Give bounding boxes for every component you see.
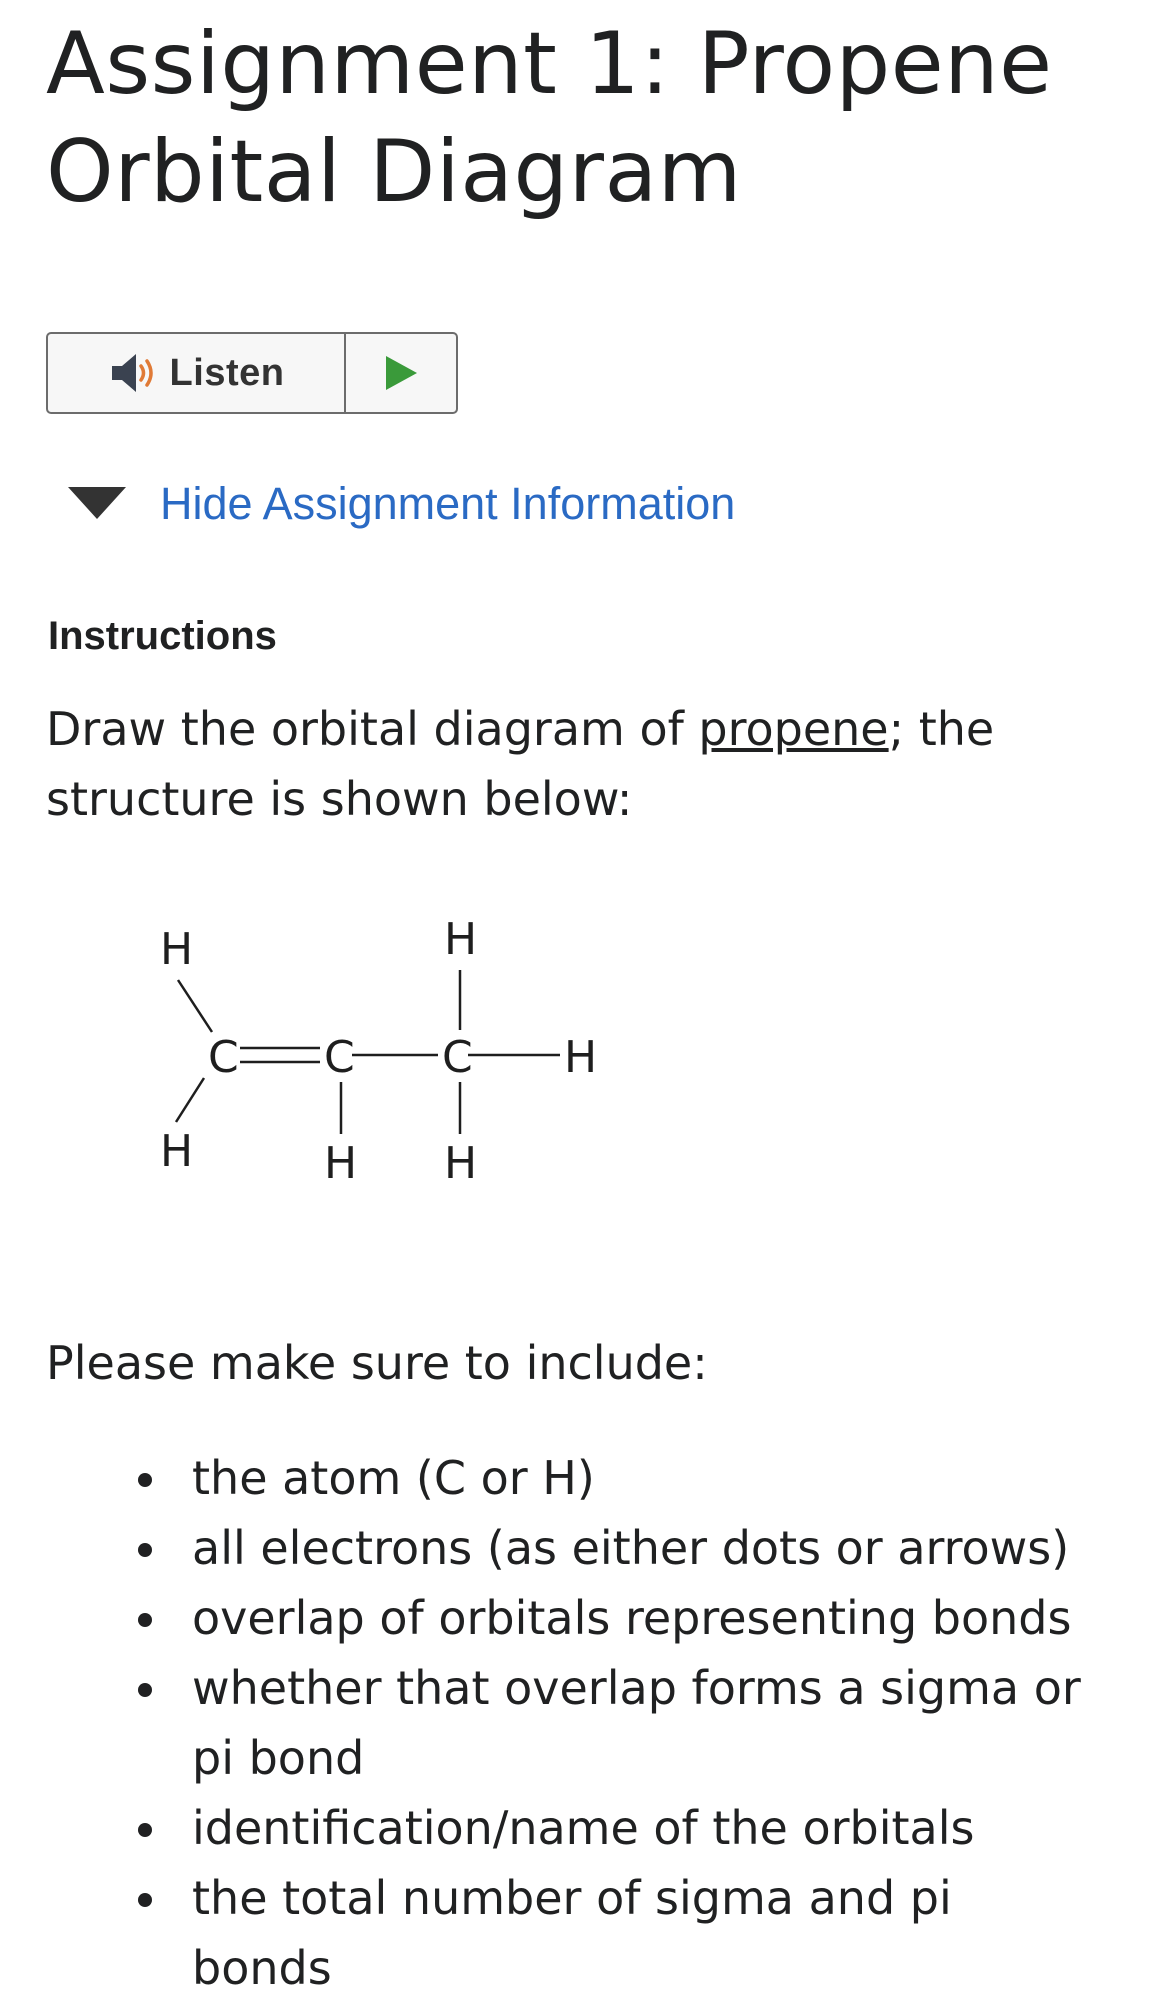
instructions-text: [46, 694, 1106, 834]
requirement-text: the atom (C or H): [192, 1451, 595, 1505]
requirement-text: whether that overlap forms a sigma or pi bond: [192, 1661, 1081, 1785]
instructions-heading: Instructions: [48, 614, 277, 658]
instructions-text-before: Draw the orbital diagram of: [46, 702, 699, 756]
bond-h-c1-bottom: [176, 1078, 204, 1122]
atom-c1: C: [208, 1032, 239, 1083]
atom-h-c3-top: H: [444, 914, 478, 965]
atom-h-c3-right: H: [564, 1032, 598, 1083]
atom-c2: C: [324, 1032, 355, 1083]
bullet-icon: [138, 1823, 152, 1837]
bullet-icon: [138, 1613, 152, 1627]
atom-h-bottom-left: H: [160, 1126, 194, 1177]
list-item: [130, 1793, 1090, 1863]
hide-assignment-info-link[interactable]: Hide Assignment Information: [160, 478, 736, 529]
play-button[interactable]: [346, 334, 456, 412]
bullet-icon: [138, 1543, 152, 1557]
propene-structure-diagram: [120, 900, 640, 1230]
speaker-icon: [108, 349, 164, 397]
list-item: [130, 1443, 1090, 1513]
list-item: [130, 1583, 1090, 1653]
play-icon: [381, 353, 421, 393]
atom-h-c2-bottom: H: [324, 1138, 358, 1189]
listen-label: Listen: [169, 351, 285, 394]
requirement-text: the total number of sigma and pi bonds: [192, 1871, 952, 1995]
bond-h-c1-top: [178, 980, 212, 1032]
hide-assignment-info-toggle[interactable]: [68, 478, 735, 530]
atom-h-top-left: H: [160, 924, 194, 975]
bullet-icon: [138, 1893, 152, 1907]
bullet-icon: [138, 1683, 152, 1697]
atom-c3: C: [442, 1032, 473, 1083]
propene-term-link[interactable]: propene: [698, 702, 889, 756]
requirements-list: [130, 1443, 1090, 2003]
requirement-text: overlap of orbitals representing bonds: [192, 1591, 1072, 1645]
read-aloud-widget: [46, 332, 458, 414]
page-title: Assignment 1: Propene Orbital Diagram: [46, 14, 1053, 222]
atom-h-c3-bottom: H: [444, 1138, 478, 1189]
bullet-icon: [138, 1473, 152, 1487]
include-intro: Please make sure to include:: [46, 1336, 708, 1390]
requirement-text: identification/name of the orbitals: [192, 1801, 975, 1855]
list-item: [130, 1513, 1090, 1583]
list-item: [130, 1653, 1090, 1793]
requirement-text: all electrons (as either dots or arrows): [192, 1521, 1070, 1575]
caret-down-icon: [68, 487, 126, 521]
list-item: [130, 1863, 1090, 2003]
listen-button[interactable]: [48, 334, 346, 412]
instructions-text-after: ; the structure is shown below:: [46, 702, 995, 826]
